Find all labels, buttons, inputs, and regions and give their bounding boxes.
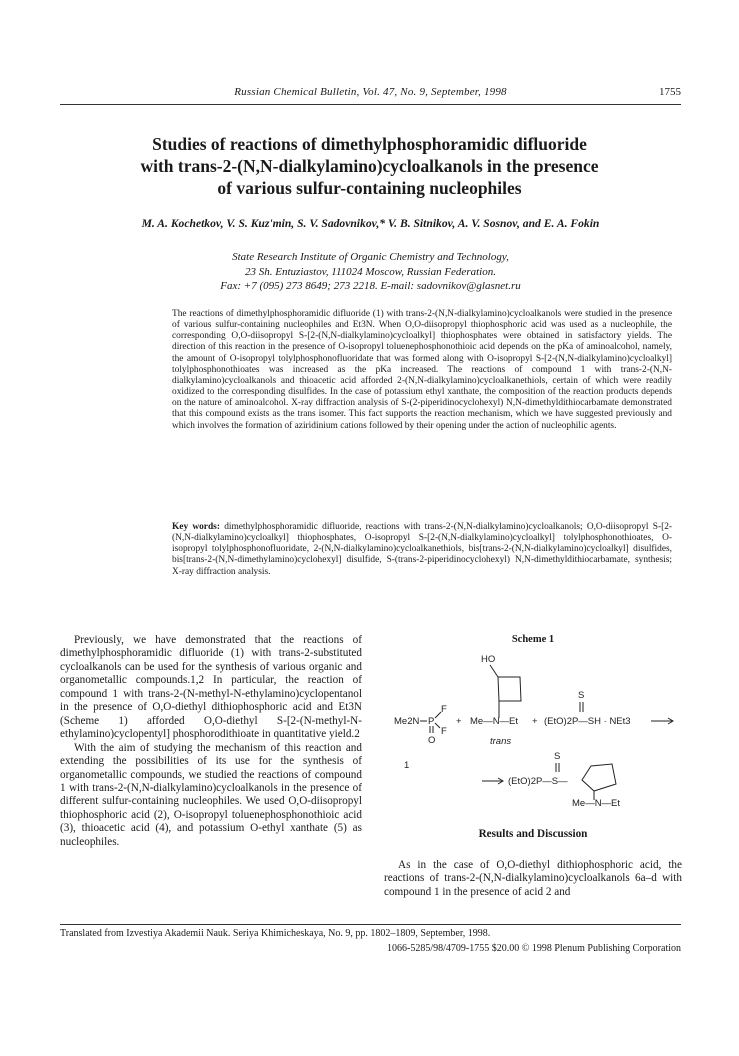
scheme-1: [384, 634, 682, 809]
copyright-line: 1066-5285/98/4709-1755 $20.00 © 1998 Plenum Publishing Corporation: [387, 943, 681, 954]
keywords-text: dimethylphosphoramidic difluoride, reactions with trans-2-(N,N-dialkylamino)cycloalkanols; O,O-diisopropyl S-[2-(N,N-dialkylamino)cycloalkyl] thiophosphates, O-isopropyl S-[2-(N,N-dialkylamino)cycloalkyl] tolylphosphonothioates, O-isopropyl tolylphosphonofluoridate, 2-(N,N-dialkylamino)cycloalkanethiols, bis[trans-2-(N,N-dialkylamino)cycloalkyl] disulfides, bis[trans-2-(N,N-dimethylamino)cyclohexyl] disulfide, S-(trans-2-piperidinocyclohexyl) N,N-dimethyldithiocarbamate, synthesis; X-ray diffraction analysis.: [172, 522, 673, 577]
product-amine-label: Me—N—Et: [572, 798, 621, 809]
fluorine-bottom-label: F: [441, 726, 447, 737]
header-rule: [60, 104, 681, 105]
plus-sign-2: +: [532, 716, 538, 727]
ho-bond: [490, 665, 498, 677]
scheme-title: Scheme 1: [511, 634, 555, 645]
author-list: M. A. Kochetkov, V. S. Kuz'min, S. V. Sadovnikov,* V. B. Sitnikov, A. V. Sosnov, and E. A. Fokin: [141, 217, 600, 230]
hydroxyl-label: HO: [481, 654, 496, 665]
affiliation-line-1: State Research Institute of Organic Chemistry and Technology,: [232, 251, 509, 263]
p-f-bond-bottom: [435, 723, 440, 728]
scheme-diagram: [384, 650, 682, 800]
keywords-label: Key words:: [172, 522, 220, 532]
running-head: [60, 86, 681, 106]
page-number: 1755: [659, 86, 681, 98]
compound-number: 1: [404, 760, 410, 771]
title-line-3: of various sulfur-containing nucleophiles: [217, 178, 522, 198]
product-phosphorodithioate: (EtO)2P—S—: [508, 776, 568, 787]
results-paragraph-1: As in the case of O,O-diethyl dithiophosphoric acid, the reactions of trans-2-(N,N-dialkylamino)cycloalkanols 6a–d with compound 1 in the presence of acid 2 and: [384, 859, 682, 898]
intro-paragraph-1: Previously, we have demonstrated that the reactions of dimethylphosphoramidic difluoride (1) with trans-2-substituted cycloalkanols can be used for the synthesis of various organic and organometallic compounds.1,2 In particular, the reaction of compound 1 with trans-2-(N-methyl-N-ethylamino)cyclopentanol in the presence of O,O-diethyl dithiophosphoric acid and Et3N (Scheme 1) afforded O,O-diethyl S-[2-(N-methyl-N-ethylamino)cyclopentyl] phosphorodithioate in quantitative yield.2: [60, 634, 362, 741]
methylethylamino-label: Me—N—Et: [470, 716, 519, 727]
dimethylamino-label: Me2N: [394, 716, 420, 727]
oxygen-label: O: [428, 735, 436, 746]
introduction-column: [60, 634, 362, 849]
translation-note: Translated from Izvestiya Akademii Nauk. Seriya Khimicheskaya, No. 9, pp. 1802–1809, September, 1998.: [60, 928, 491, 939]
sulfur-product-label: S: [554, 751, 561, 762]
trans-label: trans: [490, 736, 512, 747]
cyclopentane-ring: [498, 677, 521, 701]
keywords: [172, 522, 672, 578]
article-title: [70, 133, 669, 199]
footer-rule: [60, 924, 681, 925]
diethyl-dithiophosphoric-acid: (EtO)2P—SH · NEt3: [544, 716, 631, 727]
results-heading: Results and Discussion: [478, 828, 588, 840]
abstract: The reactions of dimethylphosphoramidic difluoride (1) with trans-2-(N,N-dialkylamino)cycloalkanols were studied in the presence of various sulfur-containing nucleophiles and Et3N. When O,O-diisopropyl thiophosphoric acid was used as a nucleophile, the corresponding O,O-diisopropyl S-[2-(N,N-dialkylamino)cycloalkyl] thiophosphates were obtained in satisfactory yields. The direction of this reaction in the presence of O-isopropyl toluenephosphonothioic acid depends on the pKa of aminoalcohol, namely, the amount of O-isopropyl tolylphosphonofluoridate that was formed along with O-isopropyl S-[2-(N,N-dialkylamino)cycloalkyl] tolylphosphonothioates was increased as the pKa increased. The reactions of compound 1 with trans-2-(N,N-dialkylamino)cycloalkanols and thioacetic acid afforded 2-(N,N-dialkylamino)cycloalkanethiols, certain of which were readily oxidized to the corresponding disulfides. In the case of potassium ethyl xanthate, the composition of the reaction products depends on the nature of aminoalcohol. X-ray diffraction analysis of S-(2-piperidinocyclohexyl) N,N-dimethyldithiocarbamate demonstrated that this compound exists as the trans isomer. This fact supports the reaction mechanism, which we have suggested previously and which involves the formation of aziridinium cations followed by their opening under the action of nucleophilic agents.: [172, 309, 672, 431]
fluorine-top-label: F: [441, 704, 447, 715]
plus-sign-1: +: [456, 716, 462, 727]
affiliation-contact: Fax: +7 (095) 273 8649; 273 2218. E-mail: sadovnikov@glasnet.ru: [220, 280, 521, 292]
results-column: [384, 859, 682, 899]
phosphorus-label: P: [428, 716, 435, 727]
affiliation-line-2: 23 Sh. Entuziastov, 111024 Moscow, Russian Federation.: [245, 265, 496, 278]
product-cyclopentane-ring: [582, 764, 616, 791]
intro-paragraph-2: With the aim of studying the mechanism of this reaction and extending the possibilities of its use for the synthesis of organometallic compounds, we studied the reactions of compound 1 with trans-2-(N,N-dialkylamino)cycloalkanols in the presence of different sulfur-containing nucleophiles. We used O,O-diisopropyl thiophosphoric acid (2), O-isopropyl toluenephosphonothioic acid (3), thioacetic acid (4), and potassium O-ethyl xanthate (5) as nucleophiles.: [60, 741, 362, 848]
title-line-1: Studies of reactions of dimethylphosphoramidic difluoride: [152, 134, 587, 154]
affiliation: [60, 250, 681, 294]
title-line-2: with trans-2-(N,N-dialkylamino)cycloalkanols in the presence: [140, 156, 599, 176]
sulfur-top-label: S: [578, 690, 585, 701]
journal-citation: Russian Chemical Bulletin, Vol. 47, No. 9, September, 1998: [234, 86, 507, 98]
